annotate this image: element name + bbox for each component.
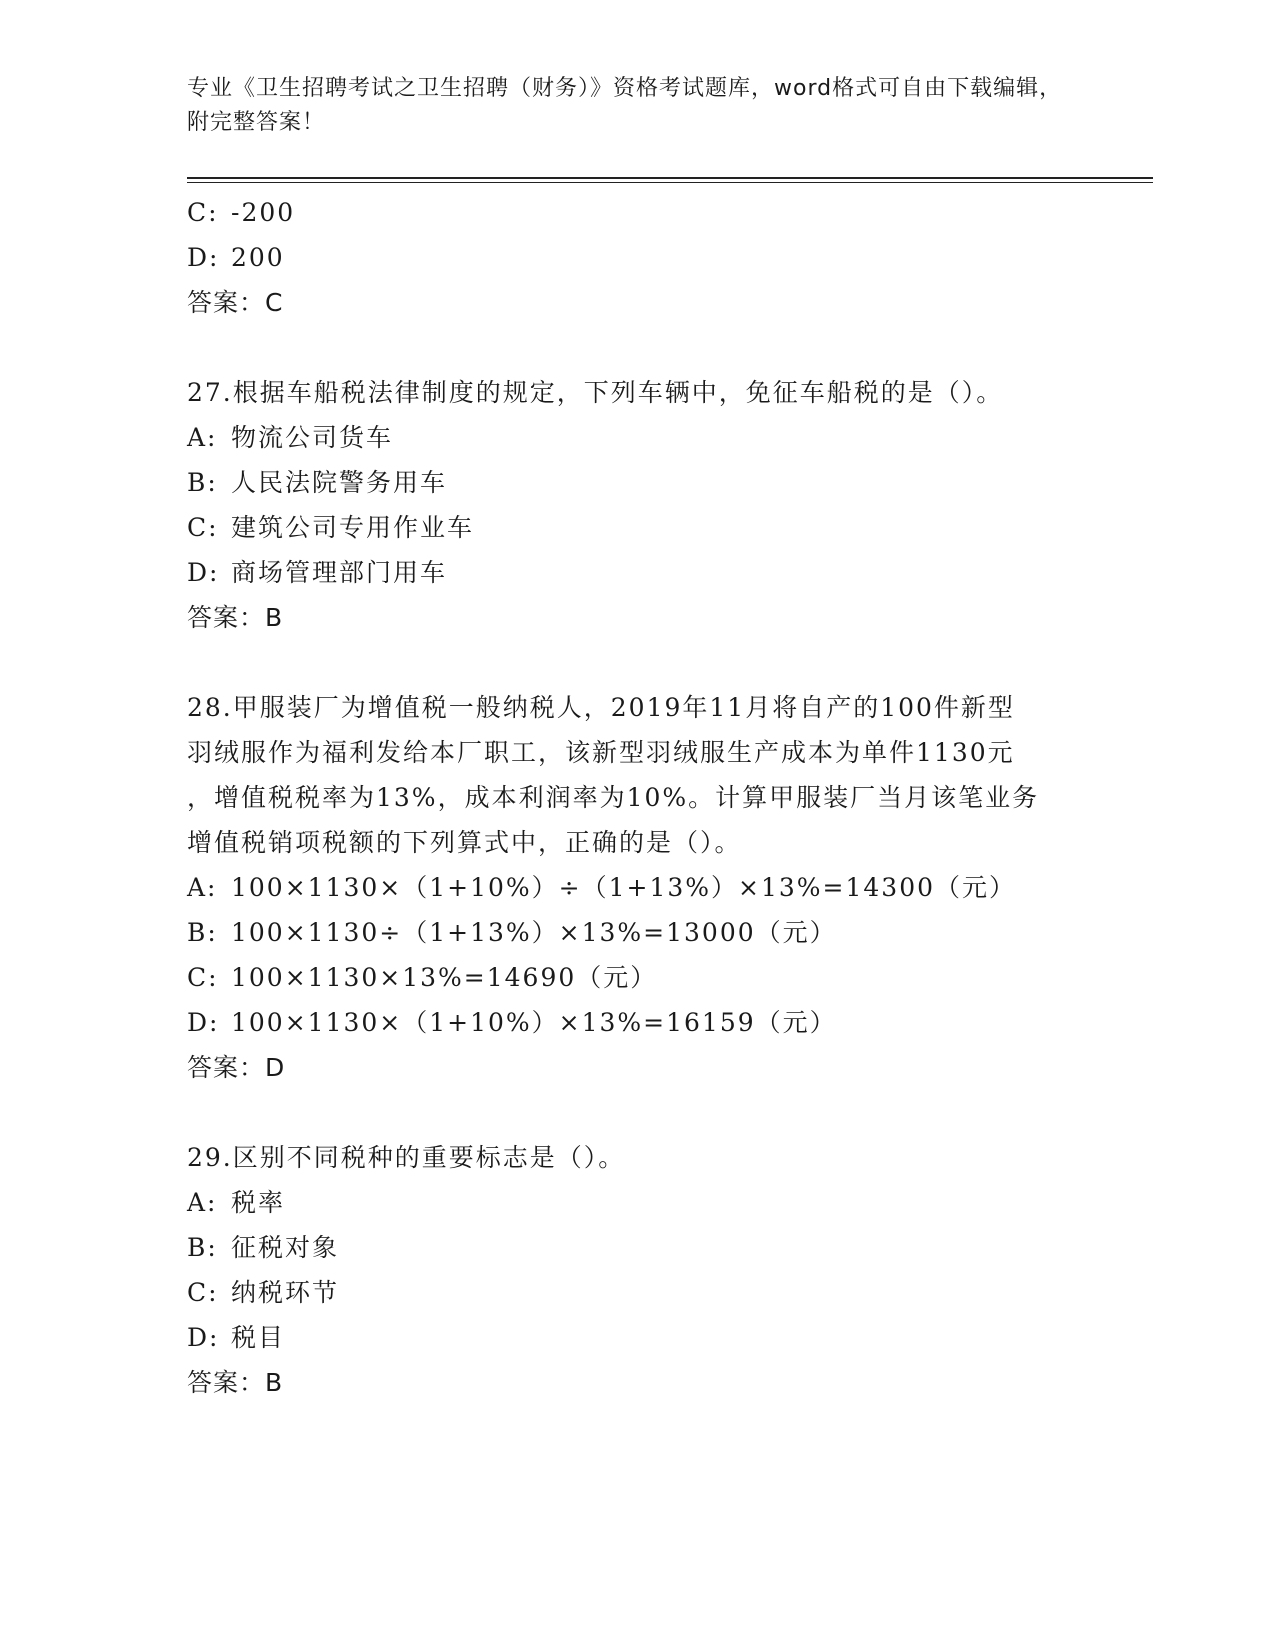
option-label: B:: [187, 918, 218, 947]
option-label: A:: [187, 873, 218, 902]
option-label: D:: [187, 1008, 220, 1037]
question-28: [187, 685, 1087, 1090]
stem-line: 28.甲服装厂为增值税一般纳税人，2019年11月将自产的100件新型: [187, 693, 1015, 722]
option-d: [187, 1000, 1087, 1045]
question-26: [187, 190, 1087, 325]
option-label: A:: [187, 1188, 218, 1217]
option-text: -200: [231, 198, 296, 227]
question-stem: 27.根据车船税法律制度的规定，下列车辆中，免征车船税的是（）。: [187, 378, 1004, 407]
option-text: 100×1130÷（1+13%）×13%=13000（元）: [231, 918, 837, 947]
option-a: [187, 865, 1087, 910]
option-text: 100×1130×13%=14690（元）: [231, 963, 658, 992]
stem-line: 增值税销项税额的下列算式中，正确的是（）。: [187, 828, 742, 857]
option-a: [187, 1180, 1087, 1225]
option-d: [187, 235, 1087, 280]
option-label: D:: [187, 243, 220, 272]
answer: 答案：B: [187, 603, 284, 632]
option-label: C:: [187, 1278, 219, 1307]
option-d: [187, 550, 1087, 595]
answer: 答案：C: [187, 288, 284, 317]
option-label: B:: [187, 1233, 218, 1262]
question-stem: [187, 685, 1087, 865]
option-text: 200: [231, 243, 285, 272]
option-label: B:: [187, 468, 218, 497]
option-label: C:: [187, 198, 219, 227]
option-label: A:: [187, 423, 218, 452]
header-rule-thin: [187, 182, 1153, 183]
option-text: 税目: [231, 1323, 286, 1352]
question-29: [187, 1135, 1087, 1405]
option-c: [187, 505, 1087, 550]
option-text: 税率: [231, 1188, 286, 1217]
spacer: [187, 1090, 1087, 1135]
option-text: 征税对象: [231, 1233, 340, 1262]
option-label: C:: [187, 963, 219, 992]
option-label: D:: [187, 1323, 220, 1352]
option-c: [187, 1270, 1087, 1315]
stem-line: ，增值税税率为13%，成本利润率为10%。计算甲服装厂当月该笔业务: [187, 783, 1040, 812]
option-b: [187, 460, 1087, 505]
option-text: 纳税环节: [231, 1278, 340, 1307]
header-rule-thick: [187, 177, 1153, 179]
spacer: [187, 325, 1087, 370]
option-c: [187, 955, 1087, 1000]
option-a: [187, 415, 1087, 460]
option-c: [187, 190, 1087, 235]
question-stem: 29.区别不同税种的重要标志是（）。: [187, 1143, 626, 1172]
stem-line: 羽绒服作为福利发给本厂职工，该新型羽绒服生产成本为单件1130元: [187, 738, 1015, 767]
answer: 答案：B: [187, 1368, 284, 1397]
page-header: 专业《卫生招聘考试之卫生招聘（财务）》资格考试题库，word格式可自由下载编辑，附完整答案！: [187, 76, 1063, 135]
answer: 答案：D: [187, 1053, 286, 1082]
option-text: 100×1130×（1+10%）÷（1+13%）×13%=14300（元）: [231, 873, 1017, 902]
option-d: [187, 1315, 1087, 1360]
option-text: 物流公司货车: [231, 423, 394, 452]
option-text: 商场管理部门用车: [231, 558, 448, 587]
option-text: 建筑公司专用作业车: [231, 513, 475, 542]
spacer: [187, 640, 1087, 685]
question-27: [187, 370, 1087, 640]
option-b: [187, 910, 1087, 955]
option-b: [187, 1225, 1087, 1270]
option-label: D:: [187, 558, 220, 587]
option-label: C:: [187, 513, 219, 542]
option-text: 100×1130×（1+10%）×13%=16159（元）: [231, 1008, 837, 1037]
option-text: 人民法院警务用车: [231, 468, 448, 497]
question-content: [187, 190, 1087, 1405]
